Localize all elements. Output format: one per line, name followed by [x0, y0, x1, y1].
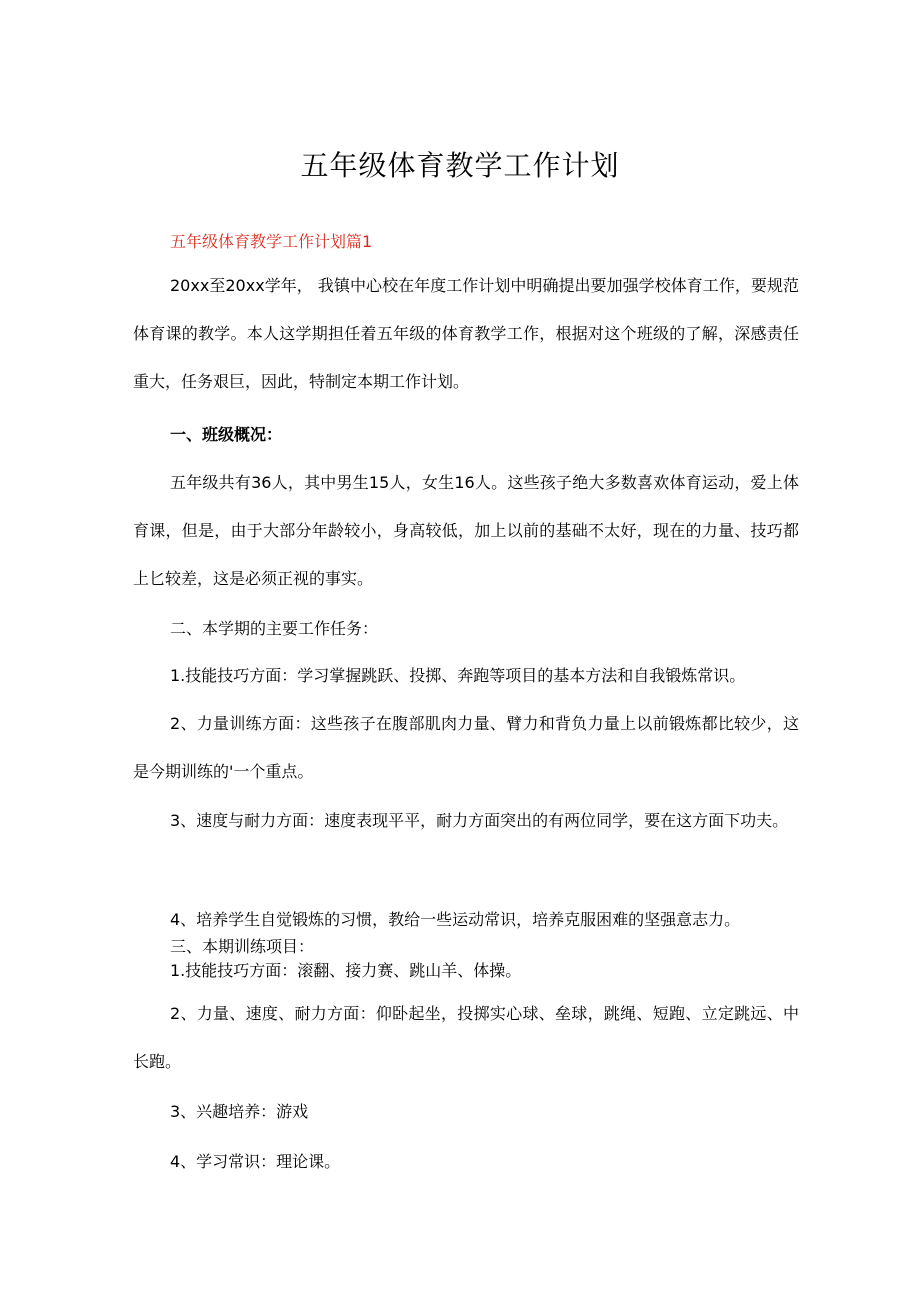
section1-paragraph: 五年级共有36人，其中男生15人，女生16人。这些孩子绝大多数喜欢体育运动，爱上体育课，但是，由于大部分年龄较小，身高较低，加上以前的基础不太好，现在的力量、技巧都上匕较差，这是必须正视的事实。: [133, 473, 799, 588]
section2-heading: 二、本学期的主要工作任务：: [170, 619, 379, 638]
document-subtitle: 五年级体育教学工作计划篇1: [170, 232, 373, 251]
task-item: 3、速度与耐力方面：速度表现平平，耐力方面突出的有两位同学，要在这方面下功夫。: [170, 811, 789, 830]
section1-heading: 一、班级概况：: [170, 425, 283, 444]
training-item: 1.技能技巧方面：滚翻、接力赛、跳山羊、体操。: [170, 961, 522, 980]
training-item: 3、兴趣培养：游戏: [170, 1102, 309, 1121]
task-item: 2、力量训练方面：这些孩子在腹部肌肉力量、臂力和背负力量上以前锻炼都比较少，这是今期训练的'一个重点。: [133, 714, 799, 781]
training-item: 2、力量、速度、耐力方面：仰卧起坐，投掷实心球、垒球，跳绳、短跑、立定跳远、中长跑。: [133, 1004, 799, 1071]
section3-heading: 三、本期训练项目：: [170, 937, 315, 956]
page-title: 五年级体育教学工作计划: [300, 149, 620, 182]
task-item: 4、培养学生自觉锻炼的习惯，教给一些运动常识，培养克服困难的坚强意志力。: [170, 910, 741, 929]
intro-paragraph: 20xx至20xx学年， 我镇中心校在年度工作计划中明确提出要加强学校体育工作，要规范体育课的教学。本人这学期担任着五年级的体育教学工作，根据对这个班级的了解，深感责任重大，任务艰巨，因此，特制定本期工作计划。: [133, 276, 799, 391]
training-item: 4、学习常识：理论课。: [170, 1152, 341, 1171]
task-item: 1.技能技巧方面：学习掌握跳跃、投掷、奔跑等项目的基本方法和自我锻炼常识。: [170, 666, 746, 685]
